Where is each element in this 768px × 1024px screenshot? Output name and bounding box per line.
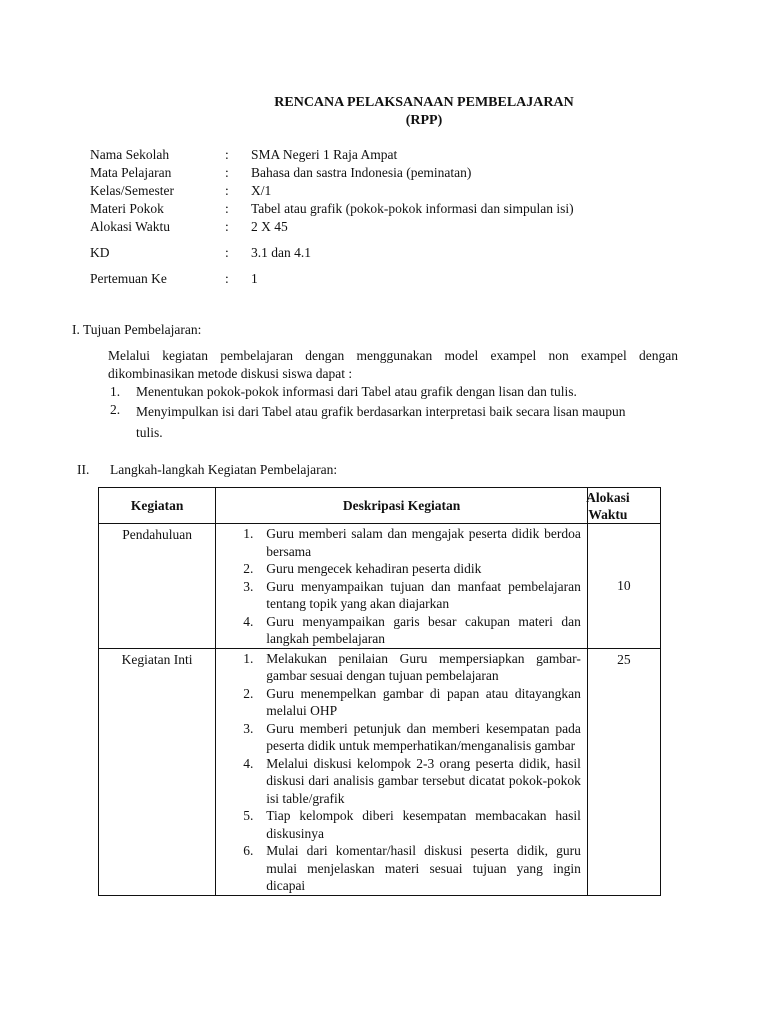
info-value: SMA Negeri 1 Raja Ampat [251,147,398,162]
header-alokasi-line1: Alokasi [586,490,630,505]
table-row [99,524,661,649]
step-number: 3. [243,720,254,736]
step-text: Guru menempelkan gambar di papan atau ditayangkan melalui OHP [266,685,581,718]
list-item [216,842,581,895]
section-2-number: II. [77,462,90,477]
section-1-paragraph: Melalui kegiatan pembelajaran dengan menggunakan model exampel non exampel dengan dikombinasikan metode diskusi siswa dapat : [108,348,678,381]
step-text: Melakukan penilaian Guru mempersiapkan gambar-gambar sesuai dengan tujuan pembelajaran [266,650,581,683]
info-key: Materi Pokok [90,201,164,216]
step-text: Tiap kelompok diberi kesempatan membacakan hasil diskusinya [266,808,581,841]
step-number: 1. [243,650,254,666]
step-text: Melalui diskusi kelompok 2-3 orang peserta didik, hasil diskusi dari analisis gambar tersebut dicatat pokok-pokok isi table/grafik [266,755,581,806]
info-value: Bahasa dan sastra Indonesia (peminatan) [251,165,472,180]
kegiatan-cell: Kegiatan Inti [99,648,216,895]
list-item [216,650,581,685]
info-value: 2 X 45 [251,219,288,234]
step-number: 4. [243,613,254,629]
document-subtitle: (RPP) [405,113,443,128]
info-value: X/1 [251,183,272,198]
objective-number: 2. [110,402,121,417]
info-separator: : [225,271,229,286]
list-item [216,560,581,578]
step-text: Guru memberi petunjuk dan memberi kesempatan pada peserta didik untuk memperhatikan/menganalisis gambar [266,720,581,753]
info-separator: : [225,219,229,234]
step-number: 5. [243,808,254,823]
info-separator: : [225,245,229,260]
step-text: Guru menyampaikan tujuan dan manfaat pembelajaran tentang topik yang akan diajarkan [266,578,581,611]
step-text: Mulai dari komentar/hasil diskusi peserta didik, guru mulai menjelaskan materi sesuai tujuan yang ingin dicapai [266,843,581,893]
info-key: Pertemuan Ke [90,271,167,286]
steps-list [216,649,587,895]
section-2-heading: Langkah-langkah Kegiatan Pembelajaran: [110,462,338,477]
info-separator: : [225,147,229,162]
info-key: Alokasi Waktu [90,219,171,234]
table-row [99,648,661,895]
list-item [216,578,581,613]
list-item [216,807,581,842]
info-value: Tabel atau grafik (pokok-pokok informasi dan simpulan isi) [251,201,574,216]
steps-list [216,524,587,648]
list-item [216,755,581,808]
info-value: 3.1 dan 4.1 [251,245,311,260]
step-number: 2. [243,685,254,701]
deskripsi-cell [216,524,588,649]
objective-text: Menentukan pokok-pokok informasi dari Tabel atau grafik dengan lisan dan tulis. [136,384,577,399]
activities-table [98,487,661,896]
step-number: 1. [243,526,254,541]
alokasi-cell: 10 [587,524,660,649]
info-value: 1 [251,271,258,286]
header-deskripsi: Deskripasi Kegiatan [216,488,588,524]
alokasi-cell: 25 [587,648,660,895]
deskripsi-cell [216,648,588,895]
info-key: Kelas/Semester [90,183,174,198]
list-item [216,525,581,560]
step-number: 6. [243,843,254,858]
list-item [216,685,581,720]
info-separator: : [225,183,229,198]
objective-text: Menyimpulkan isi dari Tabel atau grafik berdasarkan interpretasi baik secara lisan maupun tulis. [136,404,626,440]
info-key: KD [90,245,110,260]
info-key: Mata Pelajaran [90,165,172,180]
list-item [216,720,581,755]
header-alokasi-line2: Waktu [588,507,628,522]
step-number: 3. [243,578,254,594]
kegiatan-cell: Pendahuluan [99,524,216,649]
document-title: RENCANA PELAKSANAAN PEMBELAJARAN [274,95,574,110]
step-number: 2. [243,561,254,576]
info-key: Nama Sekolah [90,147,170,162]
header-alokasi [587,488,660,524]
step-text: Guru mengecek kehadiran peserta didik [266,561,482,576]
step-number: 4. [243,755,254,771]
table-header-row [99,488,661,524]
info-separator: : [225,165,229,180]
header-kegiatan: Kegiatan [99,488,216,524]
step-text: Guru menyampaikan garis besar cakupan materi dan langkah pembelajaran [266,613,581,646]
objective-number: 1. [110,384,121,399]
section-1-heading: I. Tujuan Pembelajaran: [72,322,202,337]
step-text: Guru memberi salam dan mengajak peserta didik berdoa bersama [266,526,581,559]
list-item [216,613,581,648]
info-separator: : [225,201,229,216]
